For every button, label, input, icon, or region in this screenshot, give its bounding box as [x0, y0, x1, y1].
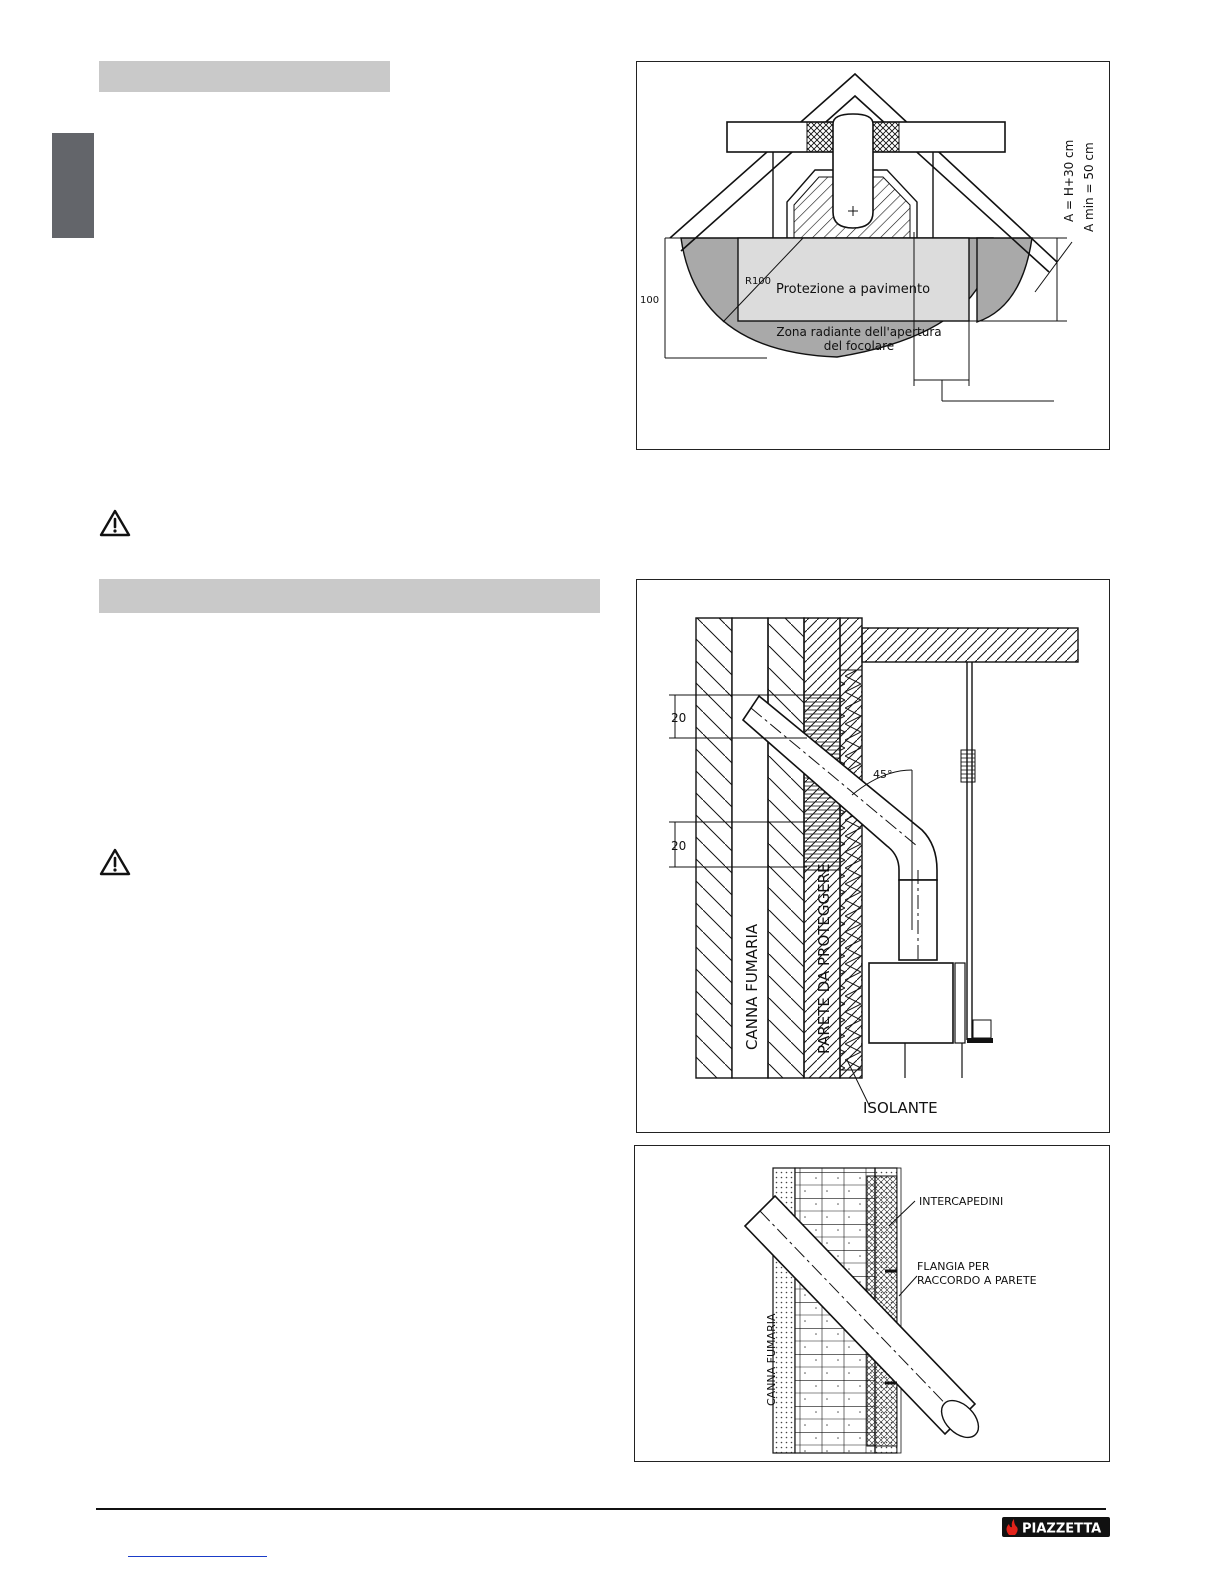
floor-protection-label: Protezione a pavimento [775, 282, 931, 297]
figure-wall-connection [636, 579, 1110, 1133]
radiant-zone-label-2: del focolare [823, 339, 895, 353]
language-side-tab [52, 133, 94, 238]
section-header-bar-2 [99, 579, 600, 613]
warning-icon [99, 848, 131, 876]
dimension-a-formula: A = H+30 cm [1062, 139, 1076, 222]
footer-rule [96, 1508, 1106, 1510]
angle-label: 45° [873, 768, 893, 781]
figure-wall-flange [634, 1145, 1110, 1462]
radius-label: R100 [745, 276, 772, 287]
flange-label-1: FLANGIA PER [917, 1260, 990, 1273]
dimension-20-bottom: 20 [671, 839, 687, 853]
link-underline[interactable] [128, 1556, 267, 1557]
flue-label: CANNA FUMARIA [743, 923, 761, 1050]
wall-label: PARETE DA PROTEGGERE [815, 863, 833, 1054]
brand-name: PIAZZETTA [1022, 1521, 1102, 1537]
section-header-bar-1 [99, 61, 390, 92]
flange-label-2: RACCORDO A PARETE [917, 1274, 1037, 1287]
warning-icon [99, 509, 131, 537]
figure-floor-protection [636, 61, 1110, 450]
cavities-label: INTERCAPEDINI [919, 1195, 1004, 1208]
floor-protection-rect [738, 238, 969, 321]
dimension-20-top: 20 [671, 711, 687, 725]
insulation-label: ISOLANTE [863, 1099, 938, 1117]
dimension-a-min: A min = 50 cm [1082, 142, 1096, 232]
radiant-zone-label-1: Zona radiante dell'apertura [776, 325, 942, 339]
flue-label-small: CANNA FUMARIA [765, 1313, 778, 1406]
brand-logo [1002, 1515, 1110, 1539]
dimension-label-100: 100 [640, 295, 660, 306]
